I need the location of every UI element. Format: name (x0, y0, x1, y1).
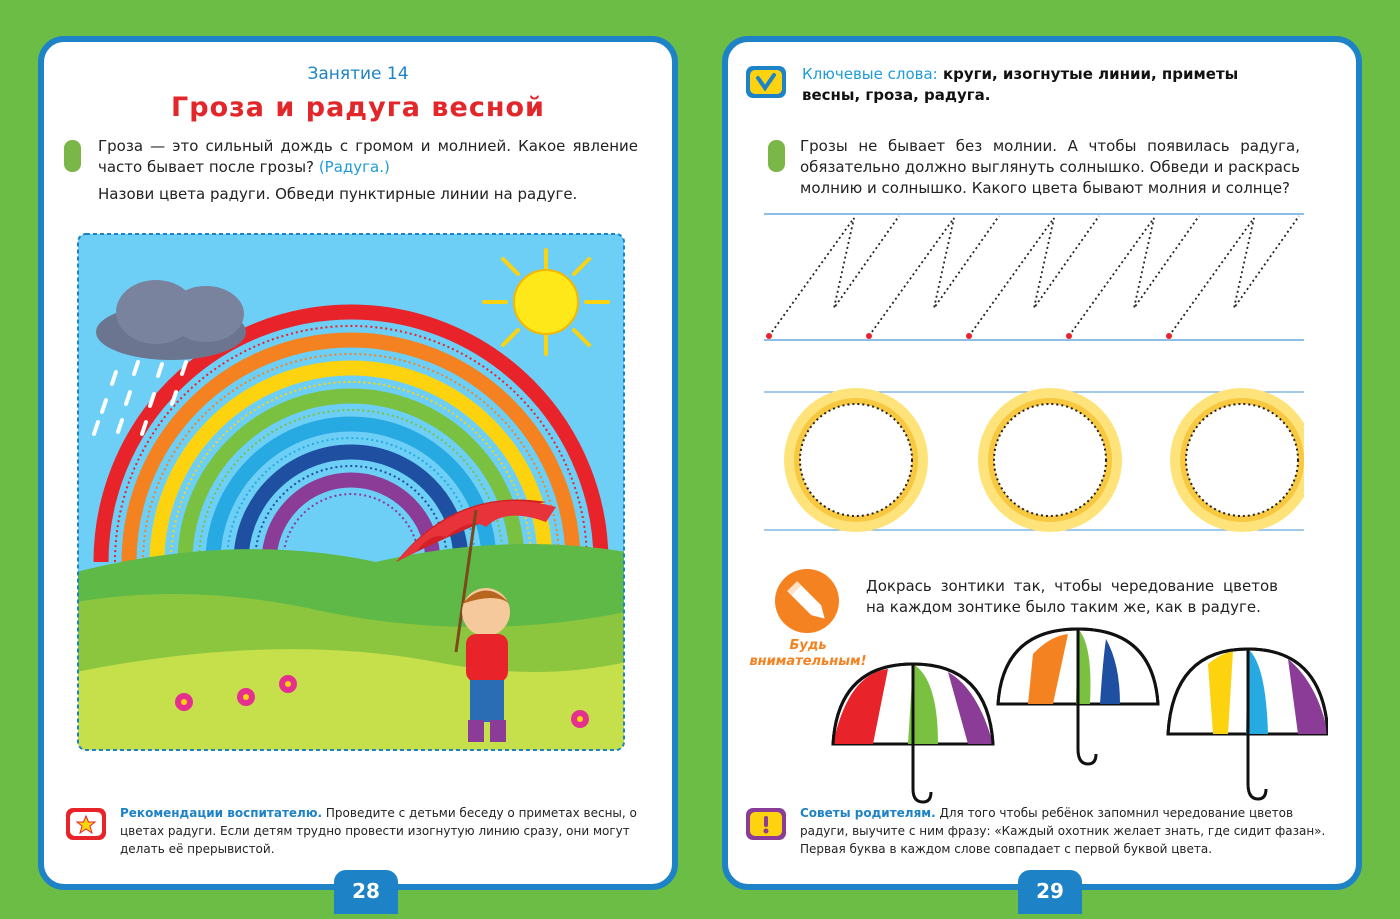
sun-circle (1170, 388, 1304, 532)
task-marker (768, 140, 785, 172)
task-marker (64, 140, 81, 172)
lesson-number: Занятие 14 (307, 64, 409, 84)
attention-line1: Будь (789, 638, 827, 653)
keywords-badge (746, 66, 786, 98)
left-page (38, 36, 678, 903)
lightning-tracing (764, 208, 1304, 348)
umbrellas (828, 624, 1328, 804)
parents-advice (800, 804, 1340, 858)
page-number: 29 (1018, 870, 1082, 914)
checkmark-icon (746, 66, 786, 98)
umbrella-2 (998, 629, 1158, 764)
sun-circle (978, 388, 1122, 532)
exclamation-icon (746, 808, 786, 840)
task-instruction: Назови цвета радуги. Обведи пунктирные линии на радуге. (98, 185, 578, 203)
footer-text: Для того чтобы ребёнок запомнил чередование цветов радуги, выучите с ним фразу: «Каждый охотник желает знать, где сидит фазан». Первая буква в каждом слове совпадает с первой буквой цвета. (800, 806, 1326, 856)
task-text: Грозы не бывает без молнии. А чтобы появилась радуга, обязательно должно выглянуть солнышко. Обведи и раскрась молнию и солнышко. Какого цвета бывают молния и солнце? (800, 137, 1300, 197)
umbrella-3 (1168, 649, 1328, 799)
page-title: Гроза и радуга весной (171, 92, 545, 123)
umbrella-1 (833, 664, 993, 802)
attention-line2: внимательным! (749, 654, 867, 669)
star-icon (66, 808, 106, 840)
footer-label: Рекомендации воспитателю. (120, 806, 323, 820)
right-page (722, 36, 1362, 903)
sun-tracing (764, 362, 1304, 542)
keywords-label: Ключевые слова: (802, 65, 938, 83)
sun-circle (784, 388, 928, 532)
teacher-recommendation (120, 804, 650, 858)
umbrella-task: Докрась зонтики так, чтобы чередование цветов на каждом зонтике было таким же, как в радуге. (866, 577, 1278, 616)
footer-label: Советы родителям. (800, 806, 936, 820)
task-answer: (Радуга.) (318, 158, 390, 176)
rainbow-illustration (76, 232, 626, 752)
recommendation-badge (66, 808, 106, 840)
keywords (802, 64, 1282, 106)
footer-text: Проведите с детьми беседу о приметах весны, о цветах радуги. Если детям трудно провести изогнутую линию сразу, они могут делать её прерывистой. (120, 806, 637, 856)
keywords-text: круги, изогнутые линии, приметы весны, гроза, радуга. (802, 65, 1239, 104)
task-text (98, 136, 638, 178)
parents-badge (746, 808, 786, 840)
task-question: Гроза — это сильный дождь с громом и молнией. Какое явление часто бывает после грозы? (98, 137, 638, 176)
page-number: 28 (334, 870, 398, 914)
